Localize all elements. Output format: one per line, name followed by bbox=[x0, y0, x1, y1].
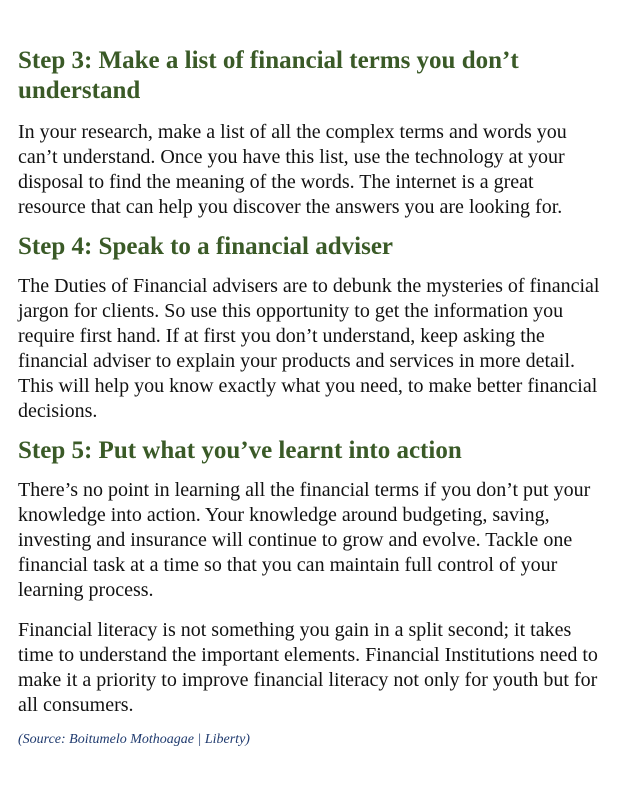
step-3-paragraph: In your research, make a list of all the complex terms and words you can’t understand. Once you have this list, use the technology at your disposal to find the meaning of the words. The internet is a great resource that can help you discover the answers you are looking for. bbox=[18, 121, 567, 218]
step-4-heading: Step 4: Speak to a financial adviser bbox=[18, 233, 394, 260]
step-5-paragraph: There’s no point in learning all the financial terms if you don’t put your knowledge into action. Your knowledge around budgeting, saving, investing and insurance will continue to grow and evolve. Tackle one financial task at a time so that you can maintain full control of your learning process. bbox=[18, 479, 591, 601]
step-3-heading: Step 3: Make a list of financial terms you don’t understand bbox=[18, 47, 519, 104]
source-citation: (Source: Boitumelo Mothoagae | Liberty) bbox=[18, 732, 250, 747]
step-5-heading: Step 5: Put what you’ve learnt into action bbox=[18, 437, 462, 464]
step-4-paragraph: The Duties of Financial advisers are to debunk the mysteries of financial jargon for clients. So use this opportunity to get the information you require first hand. If at first you don’t understand, keep asking the financial adviser to explain your products and services in more detail. This will help you know exactly what you need, to make better financial decisions. bbox=[18, 275, 600, 422]
article bbox=[18, 46, 606, 749]
closing-paragraph: Financial literacy is not something you gain in a split second; it takes time to understand the important elements. Financial Institutions need to make it a priority to improve financial literacy not only for youth but for all consumers. bbox=[18, 619, 598, 716]
